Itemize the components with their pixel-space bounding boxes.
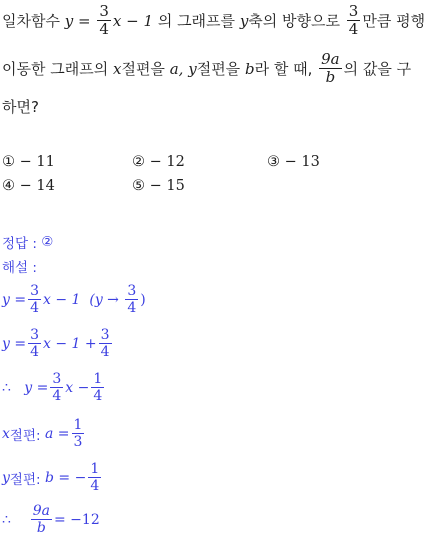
fraction-denominator: 4	[30, 300, 40, 316]
fraction-denominator: b	[36, 520, 46, 536]
math-var: y	[64, 11, 74, 30]
solution-step-1	[2, 284, 146, 315]
choice-5[interactable]	[132, 178, 185, 194]
problem-text: 라 할 때,	[254, 60, 313, 78]
math-sign: =	[78, 11, 91, 30]
fraction-numerator: 1	[73, 417, 83, 433]
math-expression: x − 1	[112, 11, 154, 30]
math-var: y	[188, 59, 197, 78]
problem-line-2	[2, 52, 411, 85]
fraction	[28, 284, 41, 315]
math-expression: x − 1	[43, 291, 81, 308]
therefore-symbol: ∴	[2, 511, 11, 528]
choice-1[interactable]	[2, 154, 55, 170]
math-expression: x − 1 +	[43, 335, 97, 352]
math-expression: (y →	[89, 291, 119, 308]
fraction-numerator: 3	[348, 2, 359, 20]
choice-value: − 15	[149, 178, 185, 194]
fraction-numerator: 3	[99, 2, 109, 20]
fraction-denominator: 4	[90, 478, 100, 494]
problem-text: 일차함수	[2, 12, 60, 30]
math-var: a,	[169, 59, 184, 78]
explanation-label-line	[2, 256, 37, 276]
choice-mark: ⑤	[132, 178, 145, 194]
math-expression: y =	[2, 335, 27, 352]
fraction	[319, 52, 342, 85]
explanation-label: 해설 :	[2, 260, 37, 276]
math-var: x	[2, 425, 10, 442]
fraction-denominator: 4	[100, 344, 110, 360]
problem-line-1	[2, 4, 425, 37]
choice-mark: ①	[2, 154, 15, 170]
problem-text: 이동한 그래프의	[2, 60, 109, 78]
choice-3[interactable]	[267, 154, 320, 170]
choice-mark: ②	[132, 154, 145, 170]
choice-2[interactable]	[132, 154, 185, 170]
fraction	[99, 328, 112, 359]
solution-step-4	[2, 418, 86, 449]
fraction	[125, 284, 138, 315]
fraction-denominator: 4	[30, 344, 40, 360]
fraction-numerator: 9a	[321, 50, 340, 68]
choice-value: − 11	[19, 154, 55, 170]
problem-text: 만큼 평행	[362, 12, 425, 30]
math-expression: x −	[65, 379, 90, 396]
choice-mark: ③	[267, 154, 280, 170]
solution-step-3	[2, 372, 106, 403]
fraction-numerator: 3	[100, 327, 110, 343]
solution-step-6	[2, 504, 100, 535]
choice-value: − 12	[149, 154, 185, 170]
answer-line	[2, 232, 53, 252]
fraction-numerator: 1	[93, 371, 103, 387]
fraction-numerator: 9a	[32, 503, 50, 519]
math-expression: y =	[2, 291, 27, 308]
fraction-denominator: 4	[127, 300, 137, 316]
problem-line-3	[2, 96, 39, 117]
fraction-numerator: 3	[30, 283, 40, 299]
math-expression: b = −	[45, 469, 87, 486]
intercept-label: 절편:	[9, 471, 41, 488]
fraction-numerator: 3	[127, 283, 137, 299]
fraction-numerator: 3	[52, 371, 62, 387]
problem-text: 절편을	[121, 60, 165, 78]
math-expression: y =	[24, 379, 49, 396]
choice-value: − 14	[19, 178, 55, 194]
solution-step-5	[2, 462, 103, 493]
choice-4[interactable]	[2, 178, 55, 194]
fraction	[31, 504, 52, 535]
intercept-label: 절편:	[9, 427, 41, 444]
fraction-denominator: 4	[99, 20, 109, 38]
fraction	[91, 372, 104, 403]
fraction-denominator: b	[325, 68, 336, 86]
answer-label: 정답 :	[2, 236, 37, 252]
choice-mark: ④	[2, 178, 15, 194]
fraction	[97, 4, 111, 37]
math-var: y	[2, 469, 10, 486]
fraction	[50, 372, 63, 403]
problem-text: 축의 방향으로	[248, 12, 341, 30]
problem-text: 의 그래프를	[157, 12, 236, 30]
problem-text: 의 값을 구	[343, 60, 412, 78]
math-var: y	[239, 11, 249, 30]
fraction	[28, 328, 41, 359]
fraction	[347, 4, 361, 37]
problem-text: 하면?	[2, 98, 39, 116]
fraction	[72, 418, 85, 449]
math-var: x	[112, 59, 122, 78]
answer-mark: ②	[41, 234, 54, 250]
math-expression: a =	[45, 425, 70, 442]
fraction-denominator: 4	[348, 20, 359, 38]
math-expression: )	[140, 291, 146, 308]
fraction	[88, 462, 101, 493]
solution-step-2	[2, 328, 114, 359]
fraction-numerator: 3	[30, 327, 40, 343]
math-expression: = −12	[54, 511, 100, 528]
problem-text: 절편을	[196, 60, 241, 78]
math-var: b	[244, 59, 255, 78]
therefore-symbol: ∴	[2, 379, 11, 396]
fraction-denominator: 4	[52, 388, 62, 404]
fraction-numerator: 1	[90, 461, 100, 477]
choice-value: − 13	[284, 154, 320, 170]
fraction-denominator: 4	[93, 388, 103, 404]
fraction-denominator: 3	[73, 434, 83, 450]
